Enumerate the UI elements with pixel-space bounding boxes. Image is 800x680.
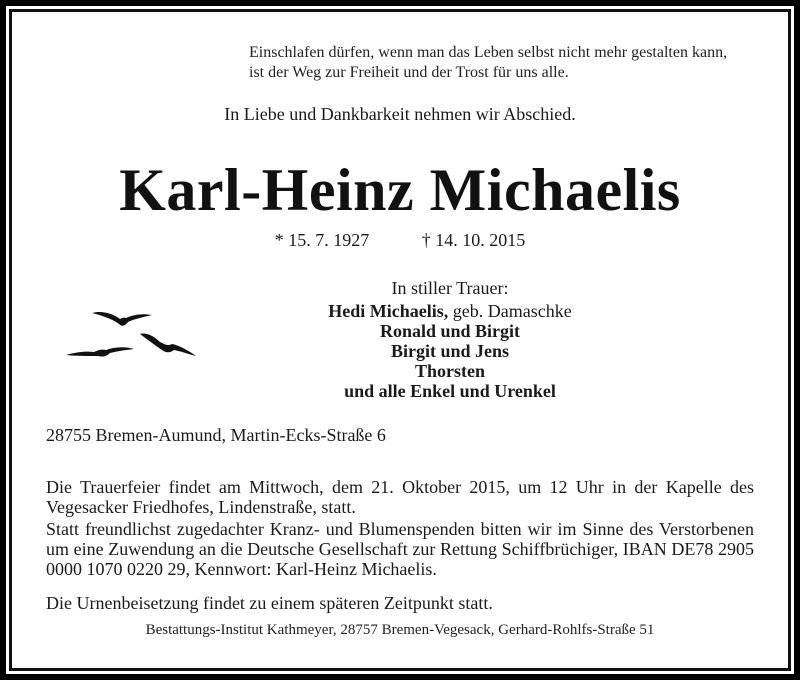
family-address: 28755 Bremen-Aumund, Martin-Ecks-Straße 6 [46,425,386,445]
farewell-line: In Liebe und Dankbarkeit nehmen wir Abschied. [224,104,576,124]
mourner-line-1 [200,301,700,321]
mourner-line-4: Thorsten [414,361,485,381]
mourner-line-5: und alle Enkel und Urenkel [344,381,556,401]
mourner-primary-maiden: geb. Damaschke [448,301,572,321]
mourner-primary-name: Hedi Michaelis, [328,301,449,321]
donation-paragraph: Statt freundlichst zugedachter Kranz- und Blumenspenden bitten wir im Sinne des Verstorbenen um eine Zuwendung an die Deutsche Gesellschaft zur Rettung Schiffbrüchiger, IBAN DE78 2905 0000 1070 0220 29, Kennwort: Karl-Heinz Michaelis. [46,519,754,579]
death-date: † 14. 10. 2015 [421,230,526,250]
life-dates [0,230,800,251]
deceased-name: Karl-Heinz Michaelis [119,157,681,223]
undertaker-line: Bestattungs-Institut Kathmeyer, 28757 Bremen-Vegesack, Gerhard-Rohlfs-Straße 51 [145,622,655,638]
birds-icon [62,300,212,370]
mourner-line-3: Birgit und Jens [390,341,510,361]
motto-line-2: ist der Weg zur Freiheit und der Trost für uns alle. [249,64,569,81]
funeral-service-paragraph: Die Trauerfeier findet am Mittwoch, dem 21. Oktober 2015, um 12 Uhr in der Kapelle des Vegesacker Friedhofes, Lindenstraße, statt. [46,477,754,517]
motto-line-1: Einschlafen dürfen, wenn man das Leben selbst nicht mehr gestalten kann, [249,44,728,61]
urn-burial-paragraph: Die Urnenbeisetzung findet zu einem späteren Zeitpunkt statt. [46,593,493,613]
mourners-label: In stiller Trauer: [391,278,509,298]
birth-date: * 15. 7. 1927 [274,230,370,250]
mourner-line-2: Ronald und Birgit [379,321,521,341]
motto-quote [249,43,769,83]
mourners-block [200,278,700,401]
